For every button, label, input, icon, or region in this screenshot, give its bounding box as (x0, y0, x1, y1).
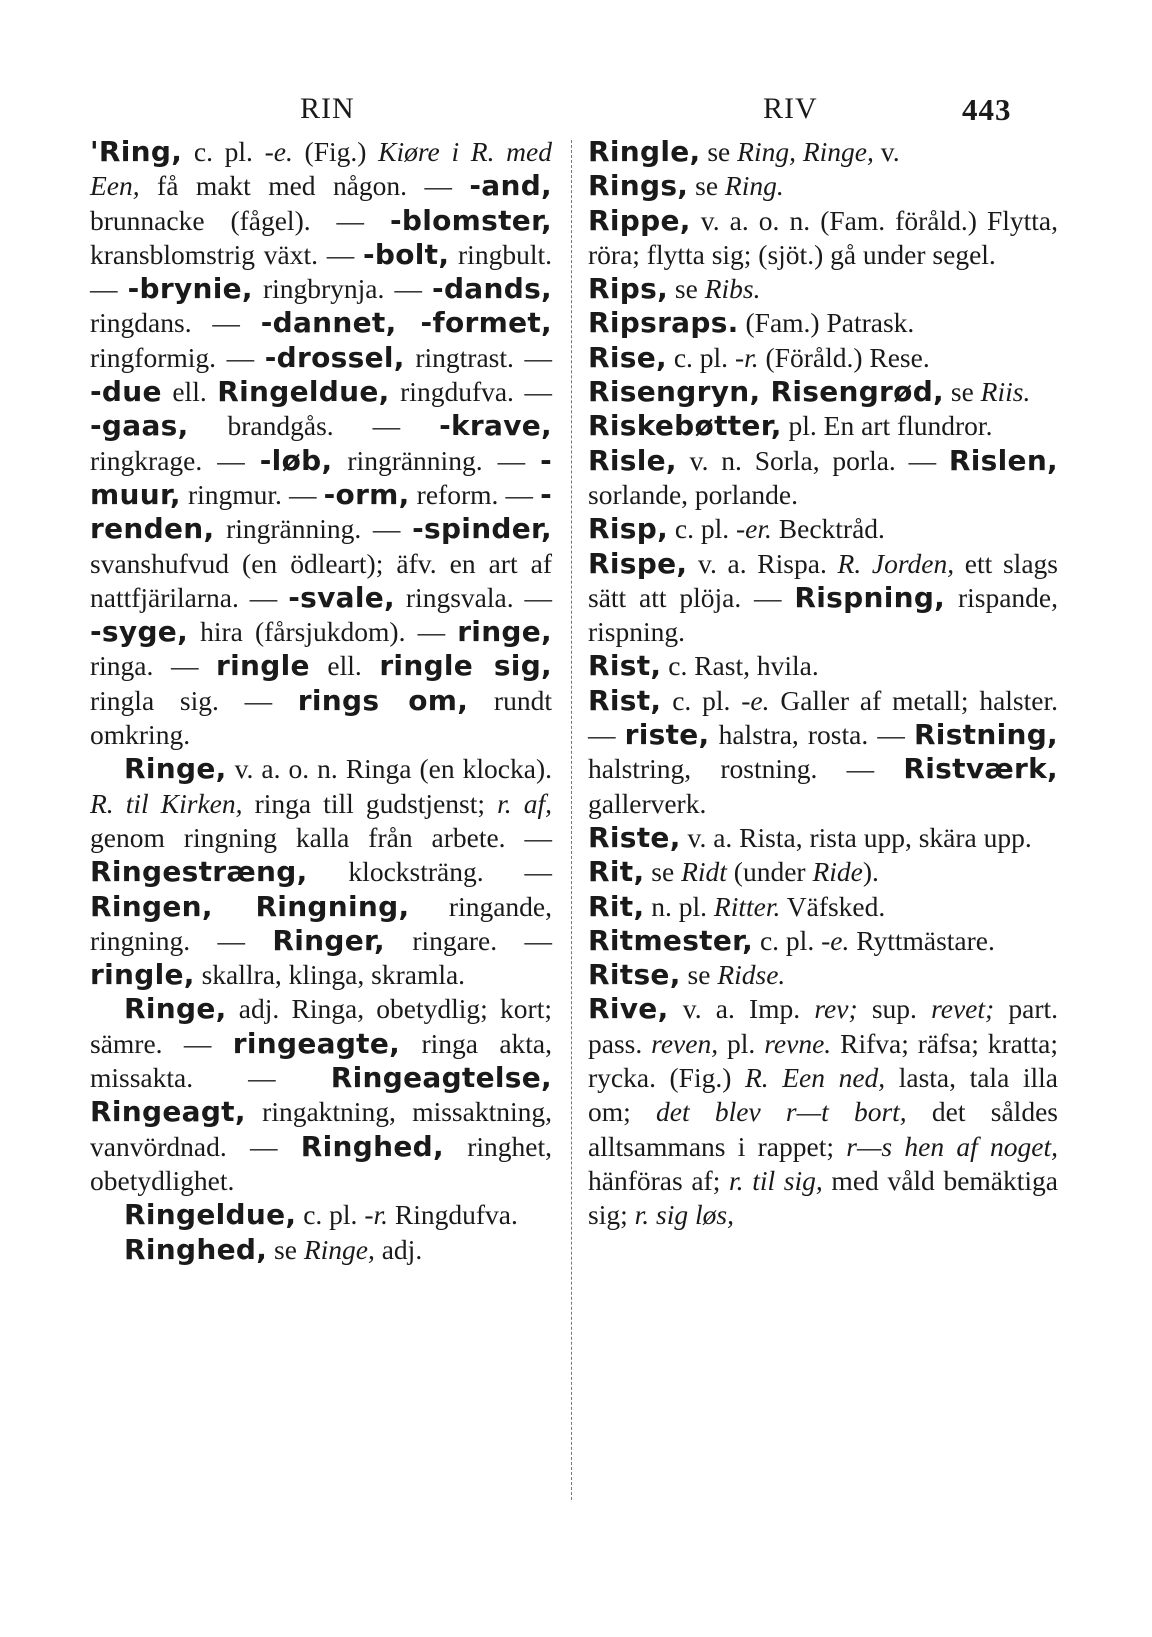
headword: -orm, (323, 477, 410, 511)
headword: -spinder, (412, 512, 552, 546)
left-column (90, 135, 552, 1267)
dictionary-entry-rit1: Rit, se Ridt (under Ride). (588, 855, 879, 889)
headword: -dands, (432, 272, 552, 306)
headword: Rit, (588, 855, 645, 889)
dictionary-entry-ritmester: Ritmester, c. pl. -e. Ryttmästare. (588, 923, 995, 957)
headword: 'Ring, (90, 135, 183, 168)
headword: Ripsraps. (588, 306, 739, 340)
dictionary-entry-rive: Rive, v. a. Imp. rev; sup. revet; part. pass. reven, pl. revne. Rifva; räfsa; kratta; rycka. (Fig.) R. Een ned, lasta, tala illa om; det blev r—t bort, det såldes alltsammans i rappet; r—s hen af noget, hänföras af; r. til sig, med våld bemäktiga sig; r. sig løs, (588, 992, 1059, 1231)
headword: Ringeldue, (124, 1198, 297, 1232)
page-number: 443 (962, 92, 1012, 127)
headword: ringe, (457, 615, 552, 649)
headword: ringle (216, 649, 310, 683)
headword: Ringhed, (124, 1232, 268, 1266)
left-guide-word: RIN (300, 92, 355, 125)
headword: Ringestræng, (90, 855, 308, 889)
dictionary-entry-rips: Rips, se Ribs. (588, 272, 761, 306)
headword: Ringen, Ringning, (90, 889, 410, 923)
dictionary-entry-rist1: Rist, c. Rast, hvila. (588, 649, 819, 683)
headword: Ringhed, (300, 1129, 444, 1163)
headword: ringle sig, (379, 649, 552, 683)
dictionary-entry-ring: 'Ring, c. pl. -e. (Fig.) Kiøre i R. med Een, få makt med någon. — -and, brunnacke (fågel). — -blomster, kransblomstrig växt. — -bolt, ringbult. — -brynie, ringbrynja. — -dands, ringdans. — -dannet, -formet, ringformig. — -drossel, ringtrast. — -due ell. Ringeldue, ringdufva. — -gaas, brandgås. — -krave, ringkrage. — -løb, ringränning. — -muur, ringmur. — -orm, reform. — -renden, ringränning. — -spinder, svanshufvud (en ödleart); äfv. en art af nattfjärilarna. — -svale, ringsvala. — -syge, hira (fårsjukdom). — ringe, ringa. — ringle ell. ringle sig, ringla sig. — rings om, rundt omkring. (90, 135, 552, 751)
headword: -and, (469, 169, 552, 203)
right-column (588, 135, 1058, 1233)
headword: Ritse, (588, 958, 681, 992)
headword: Riskebøtter, (588, 409, 782, 443)
headword: Ritmester, (588, 923, 754, 957)
headword: -muur, (90, 443, 552, 511)
right-guide-word: RIV (763, 92, 818, 125)
headword: -svale, (288, 580, 395, 614)
headword: Rings, (588, 169, 689, 203)
dictionary-entry-risp: Risp, c. pl. -er. Becktråd. (588, 512, 885, 546)
headword: -renden, (90, 477, 552, 546)
headword: Rive, (588, 992, 669, 1026)
dictionary-entry-riskebotter: Riskebøtter, pl. En art flundror. (588, 409, 993, 443)
headword: -syge, (90, 615, 189, 649)
headword: Rit, (588, 889, 645, 923)
headword: Ringle, (588, 135, 701, 168)
dictionary-entry-rise: Rise, c. pl. -r. (Föråld.) Rese. (588, 340, 930, 374)
headword: Risp, (588, 512, 669, 546)
dictionary-entry-rit2: Rit, n. pl. Ritter. Väfsked. (588, 889, 886, 923)
dictionary-entry-risle: Risle, v. n. Sorla, porla. — Rislen, sorlande, porlande. (588, 443, 1058, 510)
headword: Rist, (588, 649, 662, 683)
headword: Ringer, (272, 923, 385, 957)
headword: Riste, (588, 820, 681, 854)
headword: rings om, (297, 683, 469, 717)
headword: -due (90, 375, 162, 409)
dictionary-entry-ringhed: Ringhed, se Ringe, adj. (124, 1232, 423, 1266)
headword: -blomster, (389, 203, 552, 237)
headword: -gaas, (90, 409, 189, 443)
headword: Ringeagtelse, Ringeagt, (90, 1061, 552, 1129)
dictionary-entry-rippe: Rippe, v. a. o. n. (Fam. föråld.) Flytta, röra; flytta sig; (sjöt.) gå under segel. (588, 203, 1058, 270)
headword: Rispning, (794, 580, 946, 614)
dictionary-entry-ringle: Ringle, se Ring, Ringe, v. (588, 135, 900, 168)
headword: Risle, (588, 443, 677, 477)
dictionary-entry-ringe-v: Ringe, v. a. o. n. Ringa (en klocka). R. til Kirken, ringa till gudstjenst; r. af, genom ringning kalla från arbete. — Ringestræng, klocksträng. — Ringen, Ringning, ringande, ringning. — Ringer, ringare. — ringle, skallra, klinga, skramla. (90, 752, 552, 992)
headword: Ringeldue, (217, 375, 390, 409)
headword: ringeagte, (232, 1026, 401, 1060)
headword: Rist, (588, 683, 662, 717)
headword: -dannet, -formet, (260, 306, 552, 340)
headword: Ristværk, (903, 752, 1058, 786)
headword: Rise, (588, 340, 667, 374)
dictionary-entry-riste: Riste, v. a. Rista, rista upp, skära upp. (588, 820, 1032, 854)
headword: -drossel, (264, 340, 405, 374)
headword: Ristning, (913, 718, 1058, 752)
dictionary-entry-risengryn: Risengryn, Risengrød, se Riis. (588, 375, 1031, 409)
dictionary-entry-ritse: Ritse, se Ridse. (588, 958, 786, 992)
column-divider (571, 140, 572, 1500)
headword: Rippe, (588, 203, 691, 237)
headword: Risengryn, Risengrød, (588, 375, 944, 409)
headword: riste, (624, 718, 710, 752)
headword: -krave, (439, 409, 552, 443)
dictionary-entry-rings: Rings, se Ring. (588, 169, 784, 203)
headword: Rispe, (588, 546, 688, 580)
headword: -bolt, (362, 237, 450, 271)
headword: Rislen, (948, 443, 1058, 477)
dictionary-entry-rispe: Rispe, v. a. Rispa. R. Jorden, ett slags sätt att plöja. — Rispning, rispande, rispning. (588, 546, 1058, 648)
headword: Ringe, (124, 752, 227, 786)
headword: -løb, (259, 443, 333, 477)
headword: -brynie, (127, 272, 253, 306)
dictionary-entry-ringeldue: Ringeldue, c. pl. -r. Ringdufva. (124, 1198, 518, 1232)
headword: ringle, (90, 958, 195, 992)
headword: Ringe, (124, 992, 227, 1026)
dictionary-entry-ringe-adj: Ringe, adj. Ringa, obetydlig; kort; sämre. — ringeagte, ringa akta, missakta. — Ringeagtelse, Ringeagt, ringaktning, missaktning, vanvördnad. — Ringhed, ringhet, obetydlighet. (90, 992, 552, 1196)
headword: Rips, (588, 272, 669, 306)
dictionary-entry-rist2: Rist, c. pl. -e. Galler af metall; halster. — riste, halstra, rosta. — Ristning, halstring, rostning. — Ristværk, gallerverk. (588, 683, 1058, 819)
dictionary-entry-ripsraps: Ripsraps. (Fam.) Patrask. (588, 306, 915, 340)
